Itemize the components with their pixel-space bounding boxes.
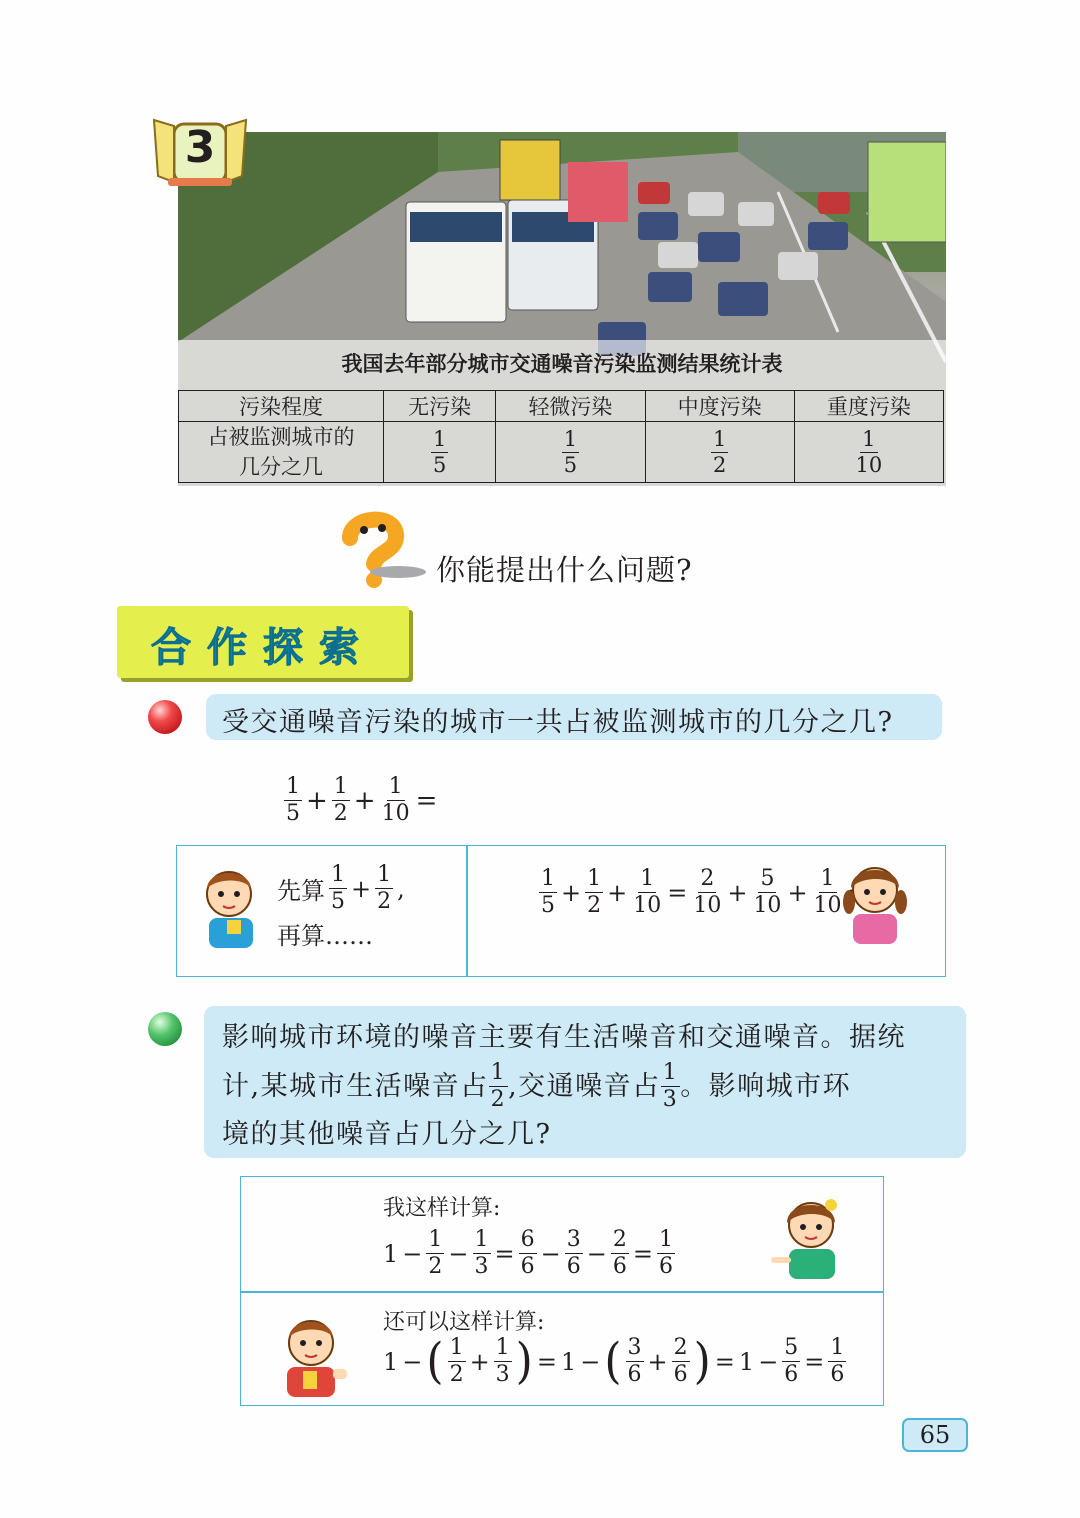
fraction: $\frac{1}{2}$ (428, 1227, 443, 1279)
table-cell (794, 422, 943, 483)
fraction: $\frac{1}{2}$ (449, 1335, 464, 1387)
fraction: $\frac{1}{5}$ (331, 862, 345, 914)
equals-sign: = (415, 785, 438, 816)
method-a-suffix: , (397, 874, 405, 903)
table-header-cell: 污染程度 (179, 391, 384, 422)
box-divider (466, 846, 468, 976)
table-cell (384, 422, 496, 483)
prompt-question: 你能提出什么问题? (436, 553, 693, 587)
method-a-prefix: 先算 (277, 877, 325, 905)
method-b-equation (539, 868, 868, 917)
fraction: $\frac{1}{6}$ (658, 1227, 673, 1279)
fraction: $\frac{2}{10}$ (693, 866, 722, 918)
method-a-line1 (277, 864, 405, 913)
traffic-photo (178, 132, 946, 486)
fraction: $\frac{1}{2}$ (490, 1060, 507, 1112)
fraction: $\frac{1}{2}$ (587, 866, 602, 918)
table-cell (645, 422, 794, 483)
table-header-cell: 重度污染 (794, 391, 943, 422)
table-header-cell: 轻微污染 (496, 391, 645, 422)
plus-sign: + (561, 878, 582, 907)
table-title: 我国去年部分城市交通噪音污染监测结果统计表 (341, 352, 783, 376)
stats-table-panel (178, 340, 946, 486)
boy-holding-card-icon (275, 1313, 351, 1399)
row-label-line1: 占被监测城市的 (207, 425, 355, 449)
solutions-box (240, 1176, 884, 1406)
plus-sign: + (306, 785, 328, 816)
table-header-cell: 无污染 (384, 391, 496, 422)
plus-sign: + (787, 878, 808, 907)
fraction: $\frac{1}{10}$ (813, 866, 842, 918)
method-a-line2: 再算…… (277, 922, 373, 950)
fraction: $\frac{5}{10}$ (753, 866, 782, 918)
plus-sign: + (351, 874, 372, 903)
box-divider (241, 1291, 883, 1293)
fraction: $\frac{1}{3}$ (662, 1060, 679, 1112)
section-title: 合作探索 (151, 625, 375, 671)
solution1-label: 我这样计算: (383, 1196, 501, 1221)
plus-sign: + (607, 878, 628, 907)
question-mark-icon (336, 508, 428, 590)
girl-pointing-icon (769, 1195, 849, 1281)
boy-avatar-icon (199, 866, 265, 948)
section-banner (117, 606, 409, 678)
question1-text: 受交通噪音污染的城市一共占被监测城市的几分之几? (222, 707, 894, 738)
page-number: 65 (902, 1418, 968, 1452)
question2-text (222, 1014, 952, 1159)
fraction: $\frac{1}{5}$ (286, 774, 300, 826)
question2-line2: 计,某城市生活噪音占 $\frac{1}{2}$ ,交通噪音占 $\frac{1}{3}$ 。影响城市环 (222, 1060, 852, 1112)
fraction: $\frac{2}{6}$ (612, 1227, 627, 1279)
question2-bubble (204, 1006, 966, 1158)
green-ball-icon (148, 1012, 182, 1046)
fraction: $\frac{3}{6}$ (627, 1335, 642, 1387)
girl-avatar-icon (837, 862, 911, 946)
methods-box (176, 845, 946, 977)
fraction: $\frac{1}{2}$ (333, 774, 348, 826)
solution2-equation: 1 − ( $\frac{1}{2}$ + $\frac{1}{3}$ ) = 1 − ( $\frac{3}{6}$ + $\frac{2}{6}$ ) = 1 − $\frac{5}{6}$ = $\frac{1}{6}$ (383, 1332, 845, 1389)
fraction: $\frac{1}{2}$ (377, 862, 392, 914)
example-number-badge (150, 116, 250, 188)
fraction: $\frac{1}{5}$ (432, 426, 447, 477)
fraction: $\frac{1}{10}$ (633, 866, 662, 918)
fraction: $\frac{1}{6}$ (830, 1335, 845, 1387)
red-ball-icon (148, 700, 182, 734)
fraction: $\frac{1}{10}$ (381, 774, 410, 826)
fraction: $\frac{1}{3}$ (474, 1227, 489, 1279)
solution2-label: 还可以这样计算: (383, 1310, 545, 1335)
fraction: $\frac{2}{6}$ (673, 1335, 688, 1387)
question1-bubble (206, 694, 942, 740)
stats-table (178, 390, 944, 483)
plus-sign: + (727, 878, 748, 907)
fraction: $\frac{1}{10}$ (855, 426, 883, 477)
table-header-cell: 中度污染 (645, 391, 794, 422)
question2-line1: 影响城市环境的噪音主要有生活噪音和交通噪音。据统 (222, 1022, 906, 1053)
fraction: $\frac{6}{6}$ (520, 1227, 535, 1279)
fraction: $\frac{1}{5}$ (541, 866, 555, 918)
fraction: $\frac{1}{2}$ (712, 426, 727, 477)
table-row-label (179, 422, 384, 483)
fraction: $\frac{3}{6}$ (566, 1227, 581, 1279)
solution1-equation: 1 − $\frac{1}{2}$ − $\frac{1}{3}$ = $\frac{6}{6}$ − $\frac{3}{6}$ − $\frac{2}{6}$ = $\frac{1}{6}$ (383, 1227, 673, 1279)
equals-sign: = (667, 878, 688, 907)
question1-equation (284, 776, 437, 825)
question2-line3: 境的其他噪音占几分之几? (222, 1119, 552, 1150)
example-number: 3 (184, 122, 216, 173)
fraction: $\frac{1}{3}$ (495, 1335, 510, 1387)
fraction: $\frac{1}{5}$ (563, 426, 578, 477)
table-cell (496, 422, 645, 483)
row-label-line2: 几分之几 (239, 455, 323, 479)
fraction: $\frac{5}{6}$ (784, 1335, 799, 1387)
plus-sign: + (353, 785, 376, 816)
